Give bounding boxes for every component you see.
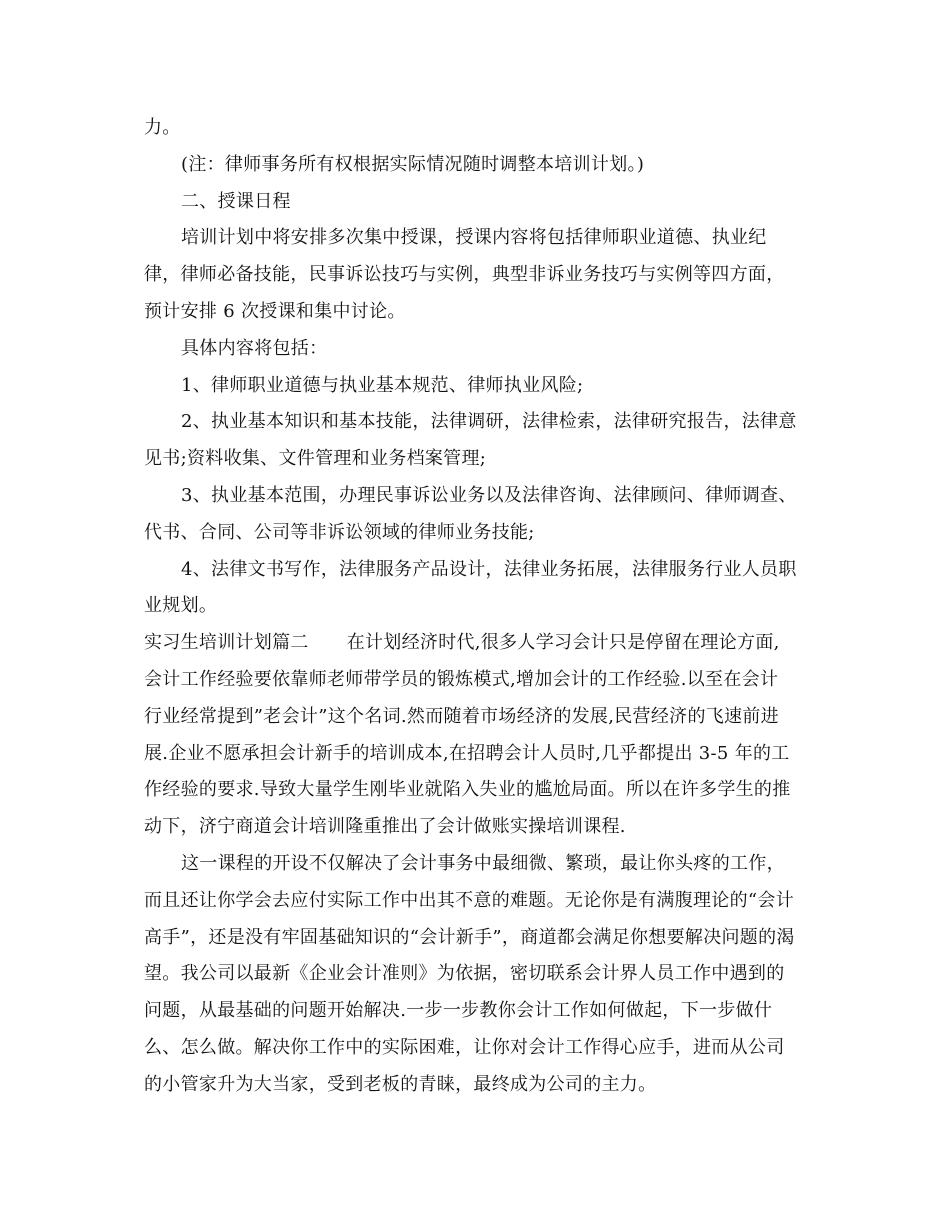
text-line: 二、授课日程 xyxy=(181,190,291,212)
text-line: 代书、合同、公司等非诉讼领域的律师业务技能; xyxy=(144,521,535,543)
text-line: 问题，从最基础的问题开始解决.一步一步教你会计工作如何做起，下一步做什 xyxy=(144,1000,773,1022)
text-line: 业规划。 xyxy=(144,595,218,617)
text-line: 作经验的要求.导致大量学生刚毕业就陷入失业的尴尬局面。所以在许多学生的推 xyxy=(144,779,791,801)
text-line: 而且还让你学会去应付实际工作中出其不意的难题。无论你是有满腹理论的“会计 xyxy=(144,889,794,911)
document-page xyxy=(144,110,810,1104)
text-line: 动下，济宁商道会计培训隆重推出了会计做账实操培训课程. xyxy=(144,816,626,838)
section-two-first-line: 在计划经济时代,很多人学习会计只是停留在理论方面, xyxy=(346,632,780,654)
text-line: 1、律师职业道德与执业基本规范、律师执业风险; xyxy=(181,374,584,396)
section-two xyxy=(144,662,810,1104)
section-one xyxy=(144,110,810,625)
text-line: 预计安排 6 次授课和集中讨论。 xyxy=(144,300,406,322)
text-line: 这一课程的开设不仅解决了会计事务中最细微、繁琐，最让你头疼的工作， xyxy=(181,852,785,874)
text-line: 具体内容将包括： xyxy=(181,337,328,359)
text-line: 律，律师必备技能，民事诉讼技巧与实例，典型非诉业务技巧与实例等四方面， xyxy=(144,264,785,286)
text-line: 会计工作经验要依靠师老师带学员的锻炼模式,增加会计的工作经验.以至在会计 xyxy=(144,668,779,690)
text-line: 力。 xyxy=(144,117,181,138)
text-line: 行业经常提到”老会计”这个名词.然而随着市场经济的发展,民营经济的飞速前进 xyxy=(144,705,779,727)
text-line: 2、执业基本知识和基本技能，法律调研，法律检索，法律研究报告，法律意 xyxy=(181,411,797,433)
section-two-heading: 实习生培训计划篇二 xyxy=(144,632,309,654)
text-line: 3、执业基本范围，办理民事诉讼业务以及法律咨询、法律顾问、律师调查、 xyxy=(181,484,797,506)
text-line: 4、法律文书写作，法律服务产品设计，法律业务拓展，法律服务行业人员职 xyxy=(181,558,797,580)
text-line: 见书;资料收集、文件管理和业务档案管理; xyxy=(144,448,487,470)
text-line: 望。我公司以最新《企业会计准则》为依据，密切联系会计界人员工作中遇到的 xyxy=(144,963,785,985)
section-two-heading-line xyxy=(144,625,810,662)
text-line: 培训计划中将安排多次集中授课，授课内容将包括律师职业道德、执业纪 xyxy=(181,227,767,249)
text-line: (注：律师事务所有权根据实际情况随时调整本培训计划。) xyxy=(181,153,645,175)
text-line: 么、怎么做。解决你工作中的实际困难，让你对会计工作得心应手，进而从公司 xyxy=(144,1036,785,1058)
text-line: 的小管家升为大当家，受到老板的青睐，最终成为公司的主力。 xyxy=(144,1073,657,1095)
text-line: 高手”，还是没有牢固基础知识的“会计新手”，商道都会满足你想要解决问题的渴 xyxy=(144,926,795,948)
text-line: 展.企业不愿承担会计新手的培训成本,在招聘会计人员时,几乎都提出 3-5 年的工 xyxy=(144,742,790,764)
